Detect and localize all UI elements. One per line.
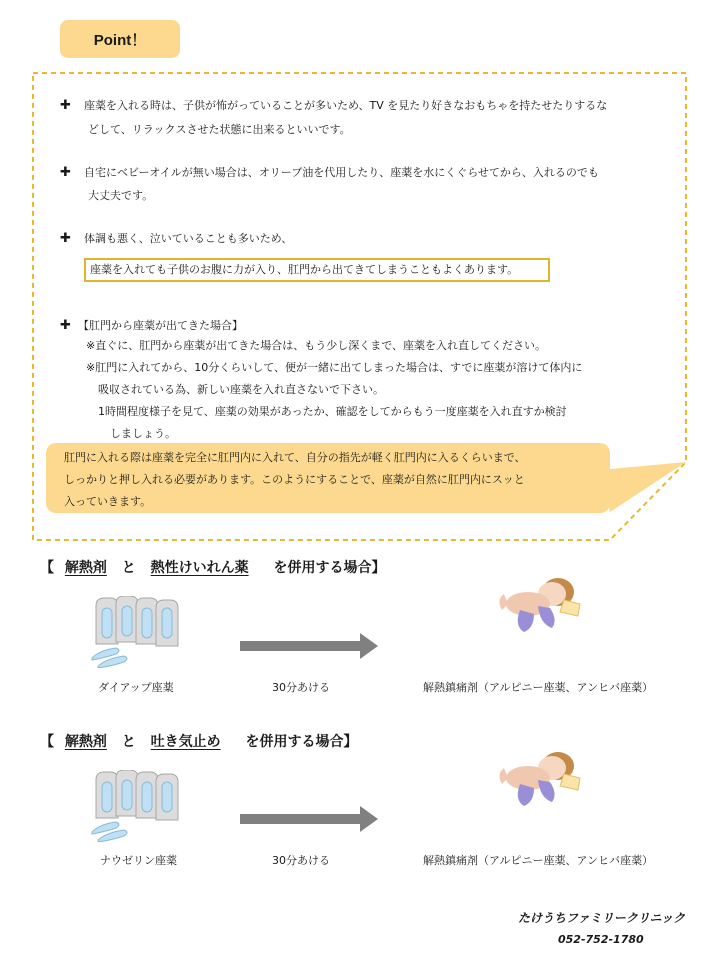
first-med-label: ダイアップ座薬 [98,681,174,694]
suppository-pack-image [88,770,188,842]
drug-b: 熱性けいれん薬 [150,560,249,576]
plus-icon: ✚ [60,165,71,180]
tip-4-heading: 【肛門から座薬が出てきた場合】 [78,319,243,332]
tip-bubble [46,443,610,513]
second-med-label: 解熱鎮痛剤（アルピニー座薬、アンヒバ座薬） [423,681,654,694]
tip-2-line-1: 自宅にベビーオイルが無い場合は、オリーブ油を代用したり、座薬を水にくぐらせてから、入れるのでも [84,166,599,179]
title-suffix: を併用する場合】 [245,734,358,750]
point-label: Point！ [93,31,147,49]
interval-label: 30分あける [272,854,330,867]
drug-a: 解熱剤 [64,560,107,576]
tip-3-highlight: 座薬を入れても子供のお腹に力が入り、肛門から出てきてしまうこともよくあります。 [90,263,519,276]
tip-2-line-2: 大丈夫です。 [88,189,154,202]
bracket-open: 【 [40,734,54,750]
drug-b: 吐き気止め [150,734,221,750]
drug-a: 解熱剤 [64,734,107,750]
clinic-phone: 052-752-1780 [558,933,644,946]
tip-4-sub-2-line-2: 吸収されている為、新しい座薬を入れ直さないで下さい。 [98,383,384,396]
tip-3-line-1: 体調も悪く、泣いていることも多いため、 [84,232,293,245]
section-1-title [40,557,386,577]
arrow-right-icon [240,633,380,661]
clinic-name: たけうちファミリークリニック [518,911,686,925]
section-2-title [40,731,358,751]
tip-4-sub-1: ※直ぐに、肛門から座薬が出てきた場合は、もう少し深くまで、座薬を入れ直してください。 [86,339,546,352]
bubble-line-3: 入っていきます。 [64,495,152,508]
tip-4-sub-2-line-1: ※肛門に入れてから、10分くらいして、便が一緒に出てしまった場合は、すでに座薬が溶けて体内に [86,361,583,374]
arrow-right-icon [240,806,380,834]
second-med-label: 解熱鎮痛剤（アルピニー座薬、アンヒバ座薬） [423,854,654,867]
plus-icon: ✚ [60,98,71,113]
tip-4-sub-3-line-2: しましょう。 [110,427,176,440]
tip-1-line-2: どして、リラックスさせた状態に出来るといいです。 [88,123,351,136]
child-illustration-image [494,570,584,636]
and-word: と [121,734,136,750]
tip-1-line-1: 座薬を入れる時は、子供が怖がっていることが多いため、TV を見たり好きなおもちゃを持たせたりするな [84,99,608,112]
plus-icon: ✚ [60,231,71,246]
highlight-box [84,258,550,282]
and-word: と [121,560,136,576]
interval-label: 30分あける [272,681,330,694]
bubble-line-1: 肛門に入れる際は座薬を完全に肛門内に入れて、自分の指先が軽く肛門内に入るくらいまで、 [64,451,526,464]
title-suffix: を併用する場合】 [273,560,386,576]
plus-icon: ✚ [60,318,71,333]
child-illustration-image [494,744,584,810]
bracket-open: 【 [40,560,54,576]
first-med-label: ナウゼリン座薬 [100,854,177,867]
suppository-pack-image [88,596,188,668]
tip-4-sub-3-line-1: 1時間程度様子を見て、座薬の効果があったか、確認をしてからもう一度座薬を入れ直すか検討 [98,405,567,418]
bubble-line-2: しっかりと押し入れる必要があります。このようにすることで、座薬が自然に肛門内にスッと [64,473,525,486]
